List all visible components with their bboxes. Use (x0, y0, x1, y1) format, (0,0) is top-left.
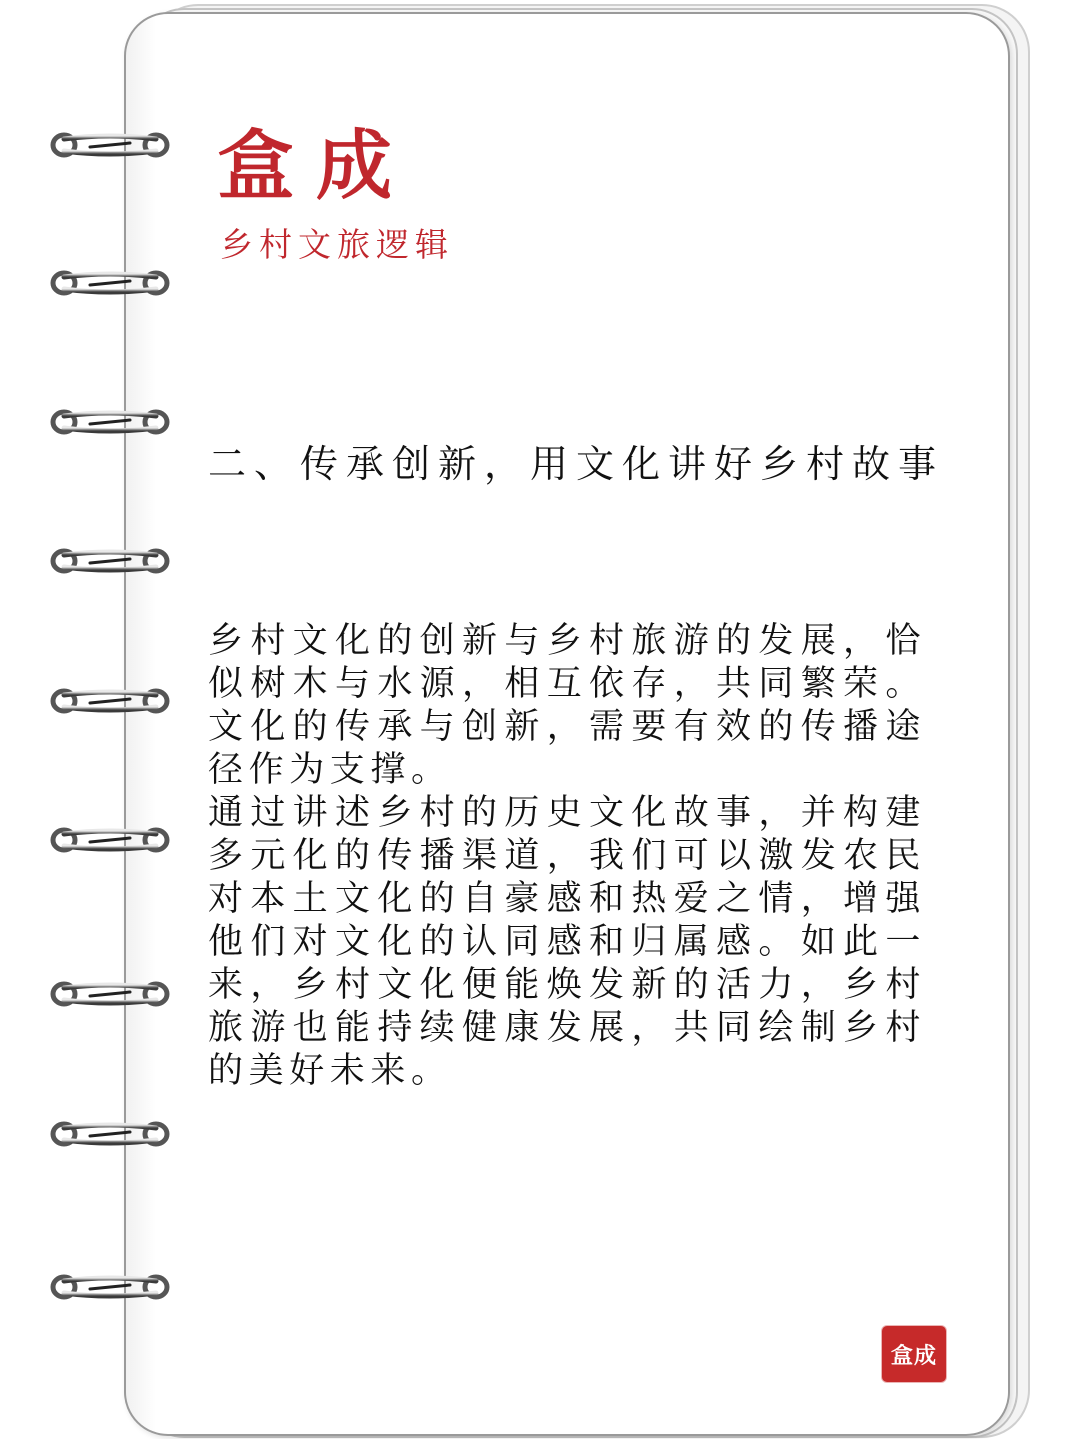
binder-ring-icon (50, 686, 170, 716)
body-paragraph: 通过讲述乡村的历史文化故事，并构建多元化的传播渠道，我们可以激发农民对本土文化的自豪感和热爱之情，增强他们对文化的认同感和归属感。如此一来，乡村文化便能焕发新的活力，乡村旅游也能持续健康发展，共同绘制乡村的美好未来。 (208, 793, 926, 1091)
seal-text: 盒成 (890, 1342, 937, 1369)
section-heading: 二、传承创新，用文化讲好乡村故事 (208, 442, 945, 486)
binder-ring-icon (50, 825, 170, 855)
binder-ring-icon (50, 1272, 170, 1302)
binder-ring-icon (50, 979, 170, 1009)
binder-ring-icon (50, 130, 170, 160)
binder-ring-icon (50, 268, 170, 298)
brand-subtitle: 乡村文旅逻辑 (220, 225, 454, 264)
body-paragraph: 乡村文化的创新与乡村旅游的发展，恰似树木与水源，相互依存，共同繁荣。文化的传承与创新，需要有效的传播途径作为支撑。 (208, 621, 926, 790)
seal-stamp-icon (882, 1326, 946, 1382)
brand-title: 盒成 (218, 121, 414, 210)
binder-ring-icon (50, 407, 170, 437)
binder-ring-icon (50, 546, 170, 576)
binder-ring-icon (50, 1119, 170, 1149)
